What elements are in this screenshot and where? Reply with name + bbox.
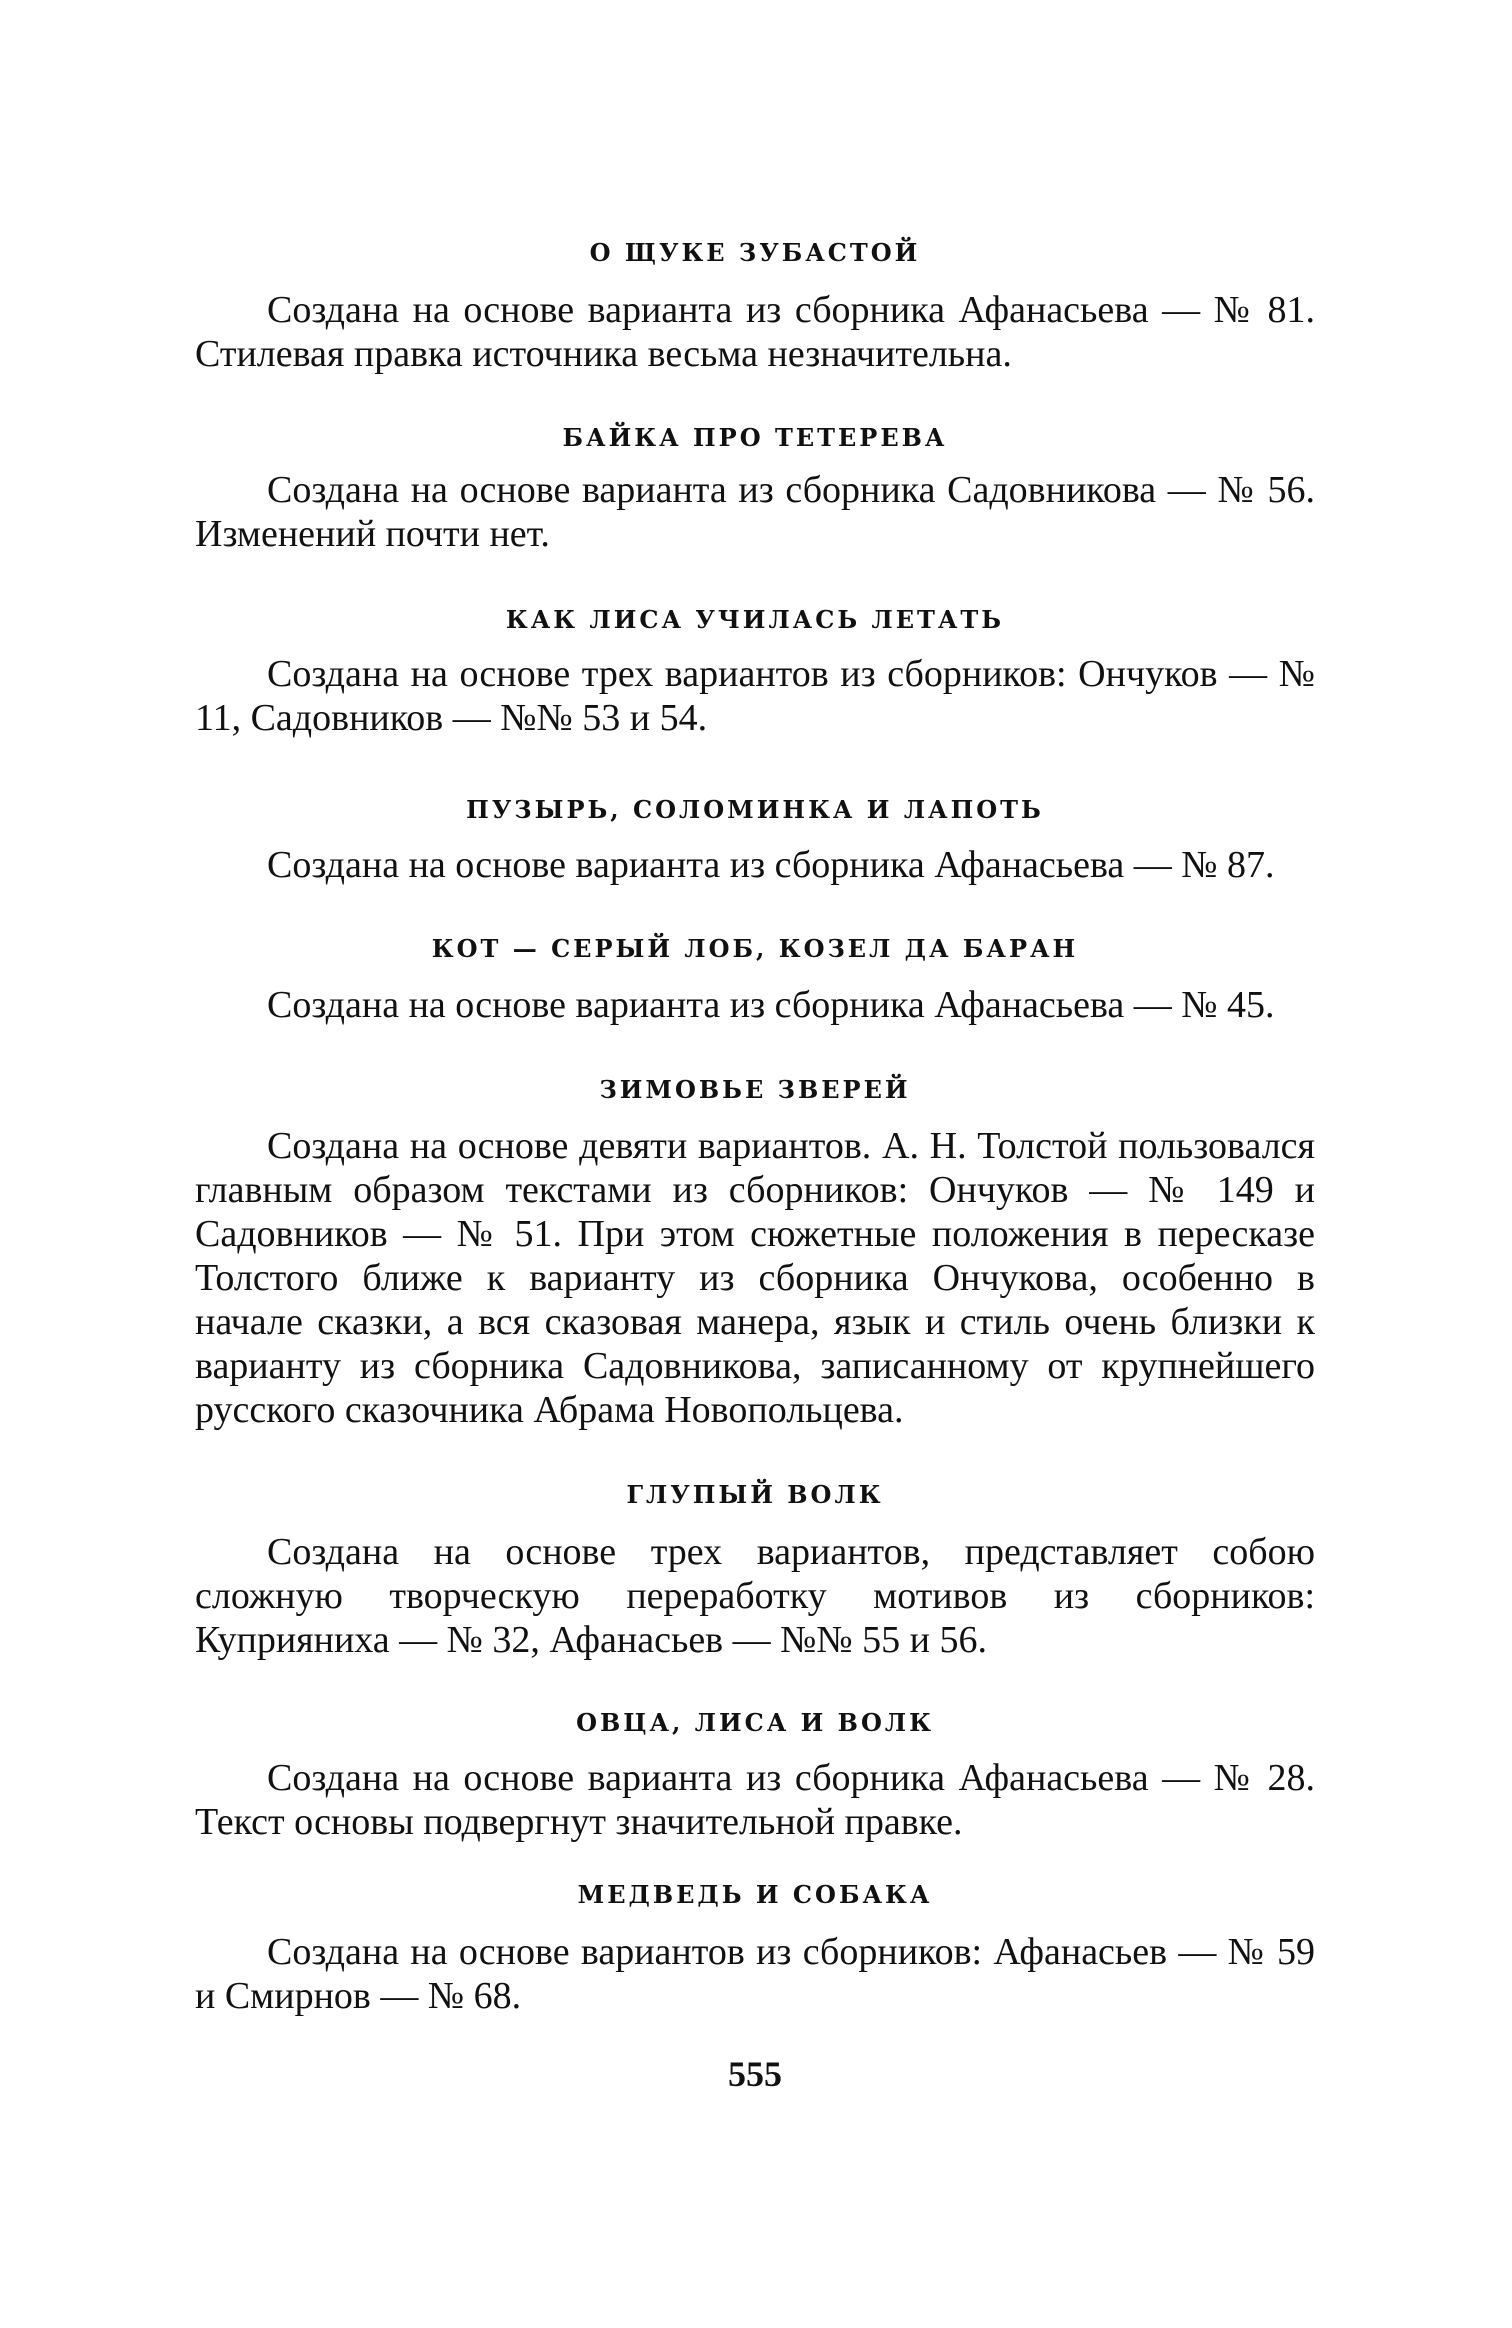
section-text: Создана на основе варианта из сборника Афанасьева — № 87. (267, 844, 1275, 886)
section-text: Создана на основе девяти вариантов. А. Н. Толстой пользовался главным образом текстами из сборников: Ончуков — № 149 и Садовников — № 51. При этом сюжетные положения в пересказе Толстого ближе к варианту из сборника Ончукова, особенно в начале сказки, а вся сказовая манера, язык и стиль очень близки к варианту из сборника Садовникова, записанному от крупнейшего русского сказочника Абрама Новопольцева. (195, 1125, 1315, 1431)
section-heading: ЗИМОВЬЕ ЗВЕРЕЙ (599, 1075, 911, 1104)
section-heading: ОВЦА, ЛИСА И ВОЛК (576, 1708, 934, 1737)
section-heading: МЕДВЕДЬ И СОБАКА (577, 1880, 933, 1909)
section-text: Создана на основе варианта из сборника Садовникова — № 56. Изменений почти нет. (195, 469, 1315, 555)
section-heading: О ЩУКЕ ЗУБАСТОЙ (589, 238, 921, 267)
section-text: Создана на основе вариантов из сборников: Афанасьев — № 59 и Смирнов — № 68. (195, 1931, 1315, 2017)
section-heading: БАЙКА ПРО ТЕТЕРЕВА (562, 423, 948, 452)
section-heading: КОТ — СЕРЫЙ ЛОБ, КОЗЕЛ ДА БАРАН (431, 934, 1079, 963)
page-number: 555 (728, 2054, 782, 2094)
section-text: Создана на основе варианта из сборника Афанасьева — № 28. Текст основы подвергнут значительной правке. (195, 1757, 1315, 1843)
section-heading: ПУЗЫРЬ, СОЛОМИНКА И ЛАПОТЬ (466, 795, 1044, 824)
section-heading: ГЛУПЫЙ ВОЛК (626, 1480, 884, 1509)
section-text: Создана на основе варианта из сборника Афанасьева — № 45. (267, 984, 1275, 1026)
section-heading: КАК ЛИСА УЧИЛАСЬ ЛЕТАТЬ (505, 605, 1005, 634)
section-text: Создана на основе трех вариантов из сборников: Ончуков — № 11, Садовников — №№ 53 и 54. (195, 653, 1315, 739)
section-text: Создана на основе трех вариантов, представляет собою сложную творческую переработку мотивов из сборников: Куприяниха — № 32, Афанасьев — №№ 55 и 56. (195, 1531, 1315, 1661)
section-text: Создана на основе варианта из сборника Афанасьева — № 81. Стилевая правка источника весьма незначительна. (195, 289, 1315, 375)
